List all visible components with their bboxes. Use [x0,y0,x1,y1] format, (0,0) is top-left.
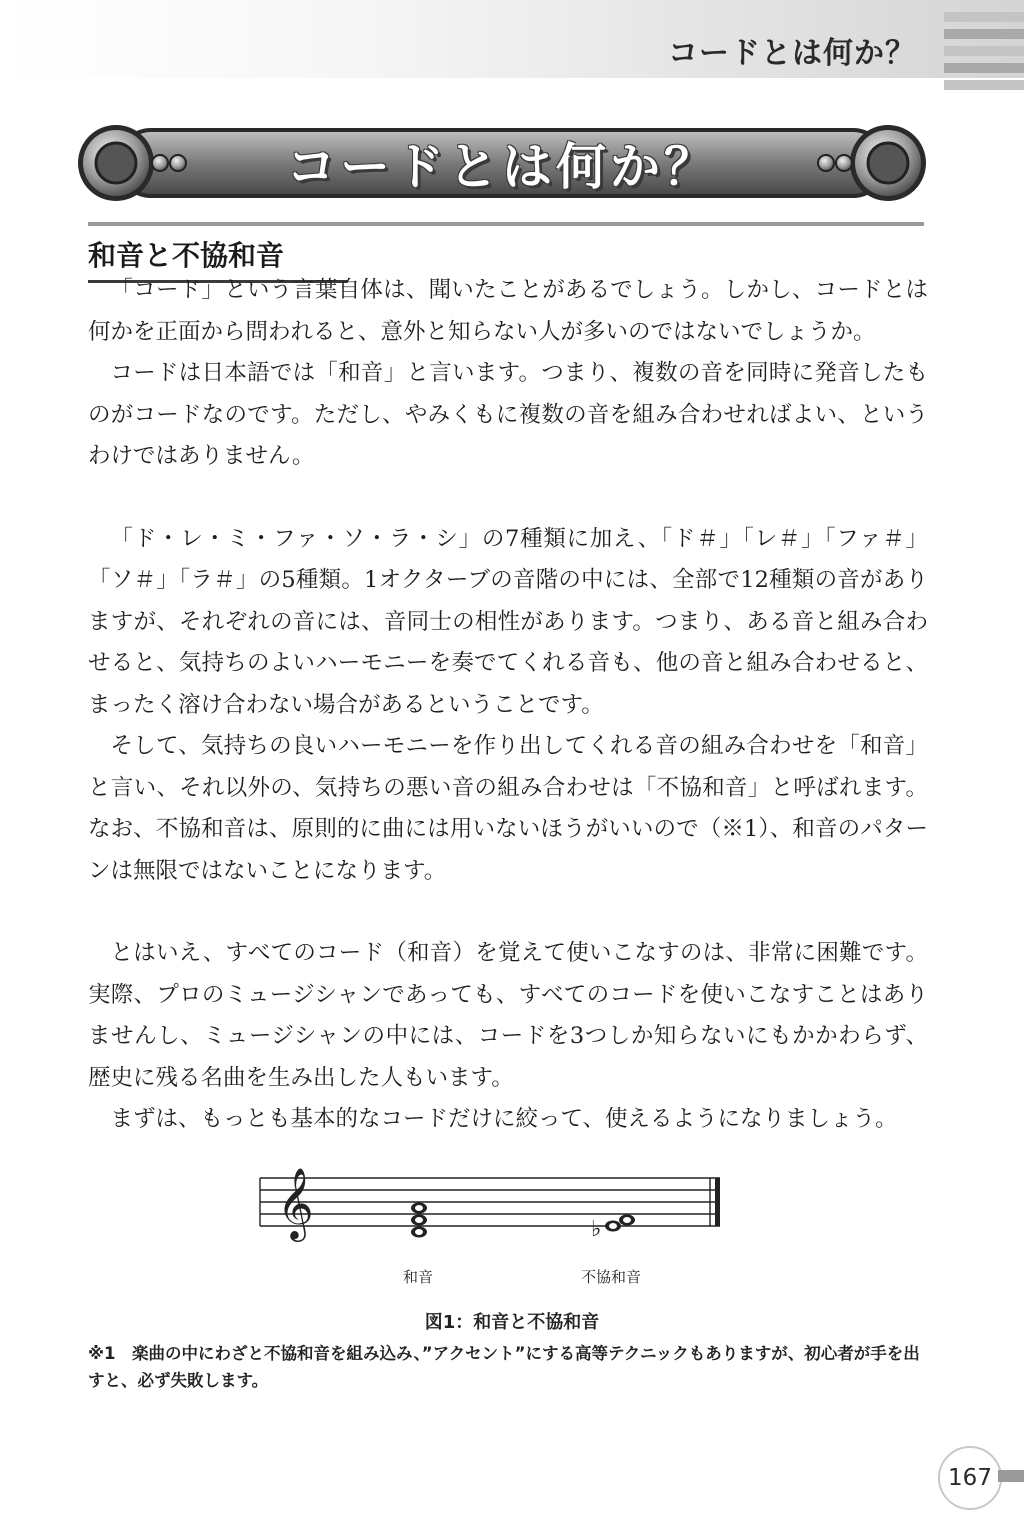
label-consonant: 和音 [403,1268,434,1286]
paragraph: そして、気持ちの良いハーモニーを作り出してくれる音の組み合わせを「和音」と言い、それ以外の、気持ちの悪い音の組み合わせは「不協和音」と呼ばれます。なお、不協和音は、原則的に曲には用いないほうがいいので（※1）、和音のパターンは無限ではないことになります。 [88,733,928,884]
body-text [88,270,928,1141]
paragraph: 「ド・レ・ミ・ファ・ソ・ラ・シ」の7種類に加え、「ド＃」「レ＃」「ファ＃」「ソ＃」「ラ＃」の5種類。1オクターブの音階の中には、全部で12種類の音がありますが、それぞれの音には、音同士の相性があります。つまり、ある音と組み合わせると、気持ちのよいハーモニーを奏でてくれる音も、他の音と組み合わせると、まったく溶け合わない場合があるということです。 [88,525,928,718]
edge-stripes [944,12,1024,97]
svg-text:♭: ♭ [591,1217,602,1242]
paragraph: 「コード」という言葉自体は、聞いたことがあるでしょう。しかし、コードとは何かを正面から問われると、意外と知らない人が多いのではないでしょうか。 [88,277,928,345]
chapter-banner [76,122,928,204]
section-heading: 和音と不協和音 [88,222,924,283]
page-number: 167 [938,1446,1002,1510]
consonant-chord [411,1203,427,1238]
paragraph: コードは日本語では「和音」と言います。つまり、複数の音を同時に発音したものがコードなのです。ただし、やみくもに複数の音を組み合わせればよい、というわけではありません。 [88,360,928,469]
chapter-title: コードとは何か？ [286,138,718,196]
staff-figure [255,1160,725,1290]
dissonant-chord [591,1215,635,1243]
paragraph: まずは、もっとも基本的なコードだけに絞って、使えるようになりましょう。 [110,1106,898,1132]
label-dissonant: 不協和音 [581,1268,642,1286]
footnote: ※1 楽曲の中にわざと不協和音を組み込み、”アクセント”にする高等テクニックもありますが、初心者が手を出すと、必ず失敗します。 [88,1344,920,1390]
figure-caption: 図1：和音と不協和音 [424,1312,600,1333]
page-tab [998,1470,1024,1482]
paragraph: とはいえ、すべてのコード（和音）を覚えて使いこなすのは、非常に困難です。実際、プロのミュージシャンであっても、すべてのコードを使いこなすことはありませんし、ミュージシャンの中には、コードを3つしか知らないにもかかわらず、歴史に残る名曲を生み出した人もいます。 [88,940,928,1091]
running-title: コードとは何か？ [668,36,916,71]
treble-clef-icon: 𝄞 [277,1166,314,1239]
music-staff [255,1160,725,1260]
